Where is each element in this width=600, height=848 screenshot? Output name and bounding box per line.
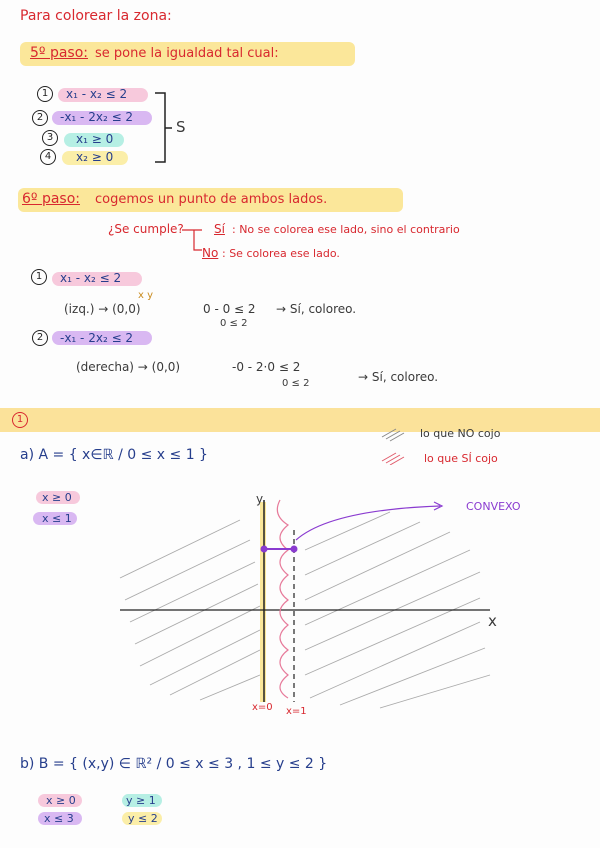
calc1b: 0 ≤ 2 <box>220 318 248 329</box>
example-number: 2 <box>32 330 48 346</box>
constraint-number: 1 <box>37 86 53 102</box>
constraint-text: -x₁ - 2x₂ ≤ 2 <box>60 110 134 124</box>
xy-label: x y <box>138 290 154 301</box>
section-number: 1 <box>12 412 28 428</box>
constraint-number: 4 <box>40 149 56 165</box>
calc2: -0 - 2·0 ≤ 2 <box>232 360 301 374</box>
constraint-text: x₁ - x₂ ≤ 2 <box>66 87 128 101</box>
left-point: (izq.) → (0,0) <box>64 302 141 316</box>
section-band <box>0 408 600 432</box>
part-a-label: a) A = { x∈ℝ / 0 ≤ x ≤ 1 } <box>20 447 208 463</box>
step5-label: 5º paso: <box>30 45 88 61</box>
no-text: : Se colorea ese lado. <box>222 247 340 260</box>
x1-label: x=1 <box>286 706 307 717</box>
result2: → Sí, coloreo. <box>358 370 439 384</box>
constraint-text: x₁ ≥ 0 <box>76 132 114 146</box>
calc1: 0 - 0 ≤ 2 <box>203 302 256 316</box>
step6-label: 6º paso: <box>22 191 80 207</box>
brace-label: S <box>176 118 186 136</box>
constraint-number: 3 <box>42 130 58 146</box>
tag-text: x ≥ 0 <box>42 491 72 504</box>
yellow-band <box>260 502 266 702</box>
axis-x-label: x <box>488 612 497 630</box>
convexo-label: CONVEXO <box>466 500 521 513</box>
x0-label: x=0 <box>252 702 273 713</box>
example-number: 1 <box>31 269 47 285</box>
constraint-text: x₂ ≥ 0 <box>76 150 114 164</box>
si-label: Sí <box>214 222 225 236</box>
constraint-number: 2 <box>32 110 48 126</box>
legend-no: lo que NO cojo <box>420 427 501 440</box>
pink-squiggle <box>277 500 288 698</box>
tag-text: x ≤ 1 <box>42 512 72 525</box>
part-b-label: b) B = { (x,y) ∈ ℝ² / 0 ≤ x ≤ 3 , 1 ≤ y ≤ 2 } <box>20 756 328 772</box>
example-constraint: x₁ - x₂ ≤ 2 <box>60 271 122 285</box>
tag-text: y ≥ 1 <box>126 794 156 807</box>
step5-text: se pone la igualdad tal cual: <box>95 46 279 61</box>
question: ¿Se cumple? <box>108 222 184 236</box>
legend-swatches <box>380 425 420 465</box>
no-label: No <box>202 246 219 260</box>
tag-text: x ≥ 0 <box>46 794 76 807</box>
right-point: (derecha) → (0,0) <box>76 360 181 374</box>
legend-si: lo que SÍ cojo <box>424 452 498 465</box>
tag-text: x ≤ 3 <box>44 812 74 825</box>
si-text: : No se colorea ese lado, sino el contrario <box>232 223 460 236</box>
axis-y-label: y <box>256 492 264 506</box>
step6-text: cogemos un punto de ambos lados. <box>95 192 328 207</box>
result1: → Sí, coloreo. <box>276 302 357 316</box>
calc2b: 0 ≤ 2 <box>282 378 310 389</box>
example-constraint: -x₁ - 2x₂ ≤ 2 <box>60 331 134 345</box>
graph-a <box>100 490 520 730</box>
tag-text: y ≤ 2 <box>128 812 158 825</box>
page-title: Para colorear la zona: <box>20 8 172 24</box>
